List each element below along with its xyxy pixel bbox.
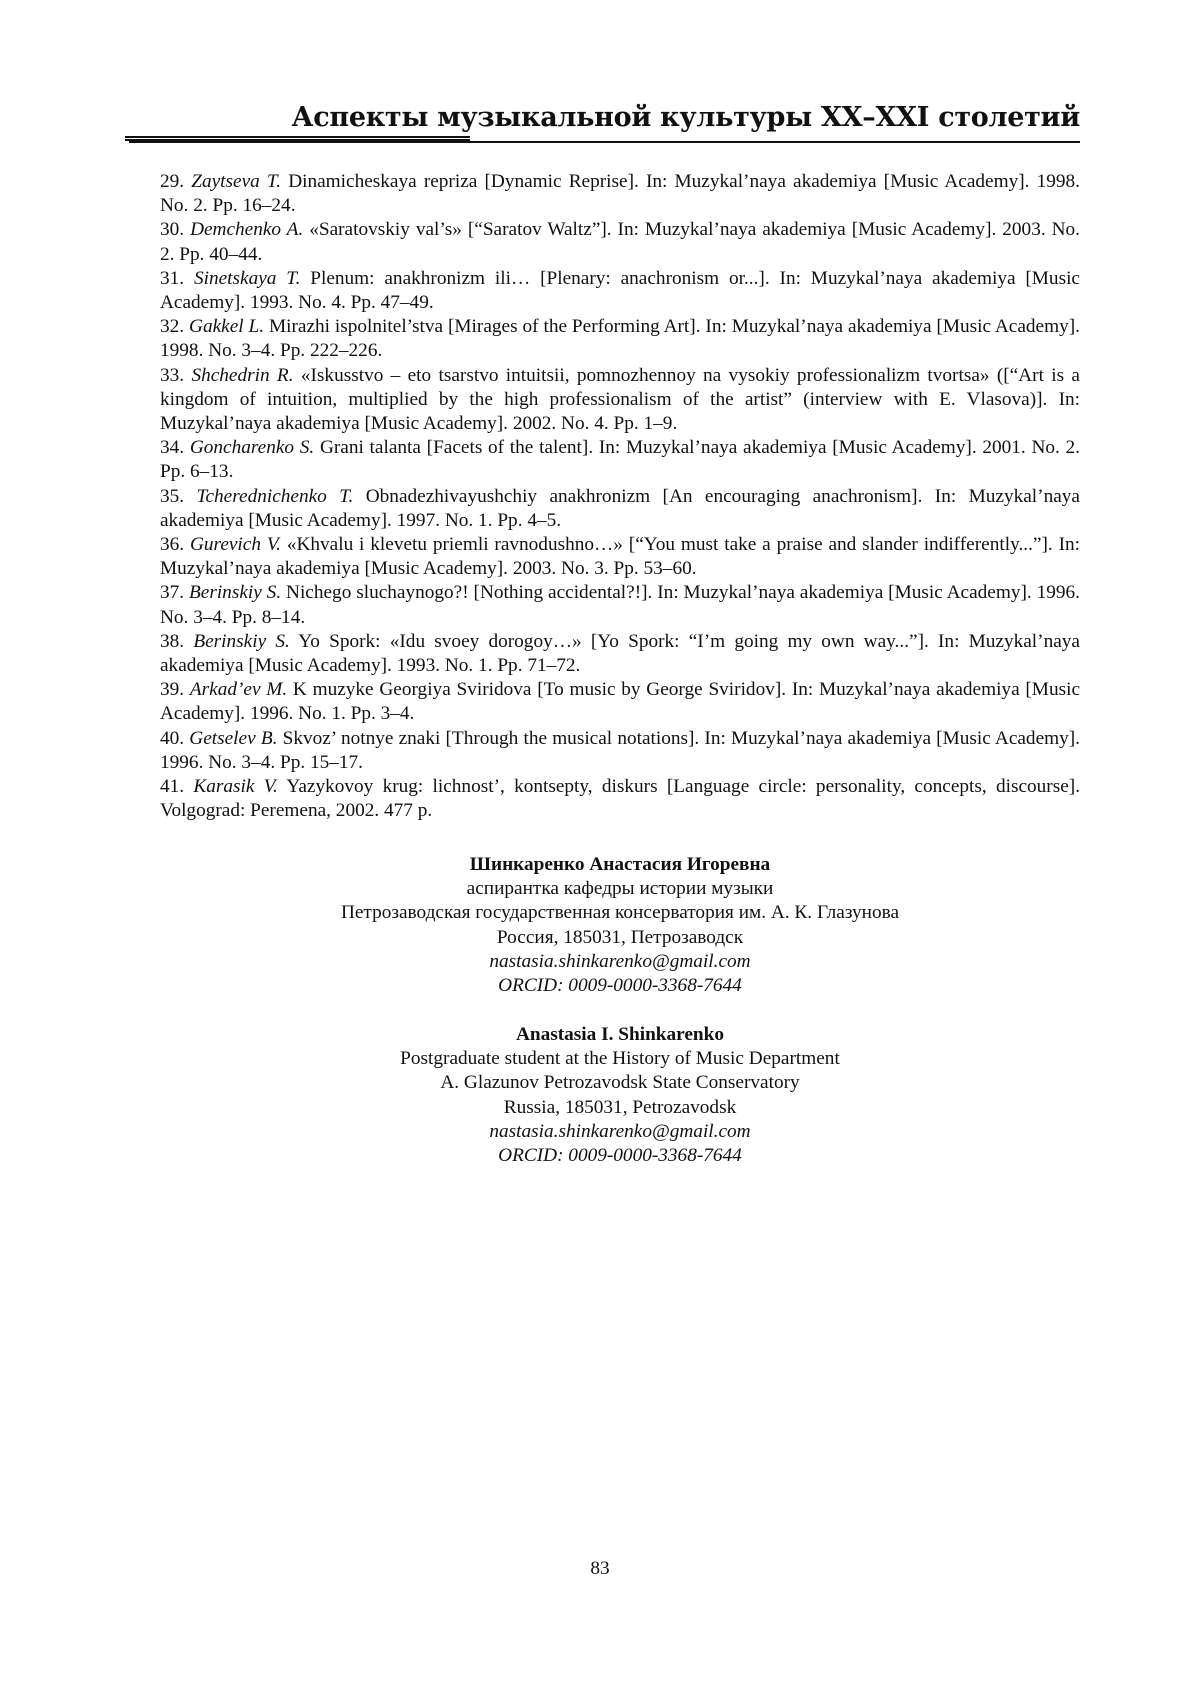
reference-text: «Saratovskiy val’s» [“Saratov Waltz”]. In: Muzykal’naya akademiya [Music Academy]. 2003. No. 2. Pp. 40–44.: [160, 219, 1080, 265]
reference-text: Skvoz’ notnye znaki [Through the musical notations]. In: Muzykal’naya akademiya [Music Academy]. 1996. No. 3–4. Pp. 15–17.: [160, 727, 1081, 773]
reference-item: [160, 315, 1080, 363]
author-institution: A. Glazunov Petrozavodsk State Conservatory: [440, 1072, 800, 1094]
author-position: аспирантка кафедры истории музыки: [466, 878, 774, 900]
reference-author: Karasik V.: [193, 776, 278, 798]
reference-author: Tcherednichenko T.: [196, 485, 354, 507]
reference-author: Goncharenko S.: [189, 437, 315, 459]
reference-author: Shchedrin R.: [191, 364, 294, 386]
reference-item: [160, 775, 1080, 823]
reference-author: Berinskiy S.: [188, 582, 282, 604]
reference-item: [160, 436, 1080, 484]
author-info-english: [160, 1023, 1080, 1168]
author-email[interactable]: nastasia.shinkarenko@gmail.com: [489, 1120, 751, 1142]
reference-number: 30.: [160, 219, 185, 241]
reference-number: 29.: [160, 171, 185, 192]
header-rule: [129, 141, 1080, 143]
reference-item: [160, 581, 1080, 629]
author-info-russian: [160, 853, 1080, 998]
reference-text: «Khvalu i klevetu priemli ravnodushno…» [“You must take a praise and slander indifferently...”]. In: Muzykal’naya akademiya [Music Academy]. 2003. No. 3. Pp. 53–60.: [160, 534, 1080, 580]
reference-item: [160, 630, 1080, 678]
reference-author: Getselev B.: [189, 727, 278, 749]
reference-text: Yo Spork: «Idu svoey dorogoy…» [Yo Spork: “I’m going my own way...”]. In: Muzykal’naya akademiya [Music Academy]. 1993. No. 1. Pp. 71–72.: [160, 630, 1080, 677]
reference-author: Arkad’ev M.: [189, 679, 288, 701]
reference-author: Berinskiy S.: [193, 630, 290, 652]
reference-text: Dinamicheskaya repriza [Dynamic Reprise]. In: Muzykal’naya akademiya [Music Academy]. 1998. No. 2. Pp. 16–24.: [160, 171, 1080, 217]
reference-number: 41.: [160, 776, 185, 798]
author-name: Anastasia I. Shinkarenko: [515, 1024, 725, 1045]
reference-author: Gakkel L.: [189, 316, 265, 338]
reference-item: [160, 364, 1080, 437]
reference-author: Demchenko A.: [190, 219, 304, 241]
author-name: Шинкаренко Анастасия Игоревна: [469, 854, 771, 875]
author-address: Russia, 185031, Petrozavodsk: [503, 1096, 737, 1118]
reference-item: [160, 533, 1080, 581]
reference-list: [160, 170, 1080, 823]
reference-text: «Iskusstvo – eto tsarstvo intuitsii, pomnozhennoy na vysokiy professionalizm tvortsa» ([“Art is a kingdom of intuition, multiplied by the high professionalism of the artist” (interview with E. Vlasova)]. In: Muzykal’naya akademiya [Music Academy]. 2002. No. 4. Pp. 1–9.: [160, 364, 1080, 435]
author-orcid: ORCID: 0009-0000-3368-7644: [498, 1145, 742, 1167]
page-header: [125, 100, 1080, 136]
header-rule-accent-top: [125, 136, 470, 138]
author-orcid: ORCID: 0009-0000-3368-7644: [498, 975, 742, 997]
header-rule-accent-bottom: [125, 139, 470, 141]
author-address: Россия, 185031, Петрозаводск: [496, 926, 744, 948]
reference-text: K muzyke Georgiya Sviridova [To music by George Sviridov]. In: Muzykal’naya akademiya [Music Academy]. 1996. No. 1. Pp. 3–4.: [160, 679, 1080, 725]
reference-number: 37.: [160, 582, 185, 604]
reference-item: [160, 678, 1080, 726]
reference-number: 35.: [160, 485, 185, 507]
reference-number: 36.: [160, 534, 185, 556]
author-email[interactable]: nastasia.shinkarenko@gmail.com: [489, 950, 751, 972]
reference-text: Obnadezhivayushchiy anakhronizm [An encouraging anachronism]. In: Muzykal’naya akademiya [Music Academy]. 1997. No. 1. Pp. 4–5.: [160, 485, 1080, 531]
reference-text: Mirazhi ispolnitel’stva [Mirages of the Performing Art]. In: Muzykal’naya akademiya [Music Academy]. 1998. No. 3–4. Pp. 222–226.: [160, 316, 1080, 362]
reference-number: 32.: [160, 316, 185, 338]
reference-number: 40.: [160, 727, 185, 749]
reference-text: Plenum: anakhronizm ili… [Plenary: anachronism or...]. In: Muzykal’naya akademiya [Music Academy]. 1993. No. 4. Pp. 47–49.: [160, 267, 1080, 314]
reference-text: Nichego sluchaynogo?! [Nothing accidental?!]. In: Muzykal’naya akademiya [Music Academy]. 1996. No. 3–4. Pp. 8–14.: [160, 582, 1080, 628]
page-number: 83: [590, 1558, 610, 1579]
reference-item: [160, 727, 1080, 775]
reference-text: Yazykovoy krug: lichnost’, kontsepty, diskurs [Language circle: personality, concepts, discourse]. Volgograd: Peremena, 2002. 477 p.: [160, 776, 1081, 822]
reference-item: [160, 267, 1080, 315]
reference-number: 33.: [160, 364, 185, 386]
reference-number: 31.: [160, 267, 185, 289]
reference-text: Grani talanta [Facets of the talent]. In: Muzykal’naya akademiya [Music Academy]. 2001. No. 2. Pp. 6–13.: [160, 437, 1080, 483]
reference-author: Sinetskaya T.: [193, 267, 301, 289]
reference-number: 38.: [160, 630, 185, 652]
reference-item: [160, 170, 1080, 218]
reference-item: [160, 218, 1080, 266]
author-position: Postgraduate student at the History of Music Department: [400, 1048, 840, 1070]
running-title: Аспекты музыкальной культуры XX–XXI столетий: [291, 102, 1080, 133]
reference-author: Gurevich V.: [189, 534, 281, 556]
reference-item: [160, 485, 1080, 533]
reference-number: 34.: [160, 437, 185, 459]
reference-number: 39.: [160, 679, 185, 701]
author-institution: Петрозаводская государственная консерватория им. А. К. Глазунова: [340, 902, 900, 924]
reference-author: Zaytseva T.: [191, 171, 282, 192]
